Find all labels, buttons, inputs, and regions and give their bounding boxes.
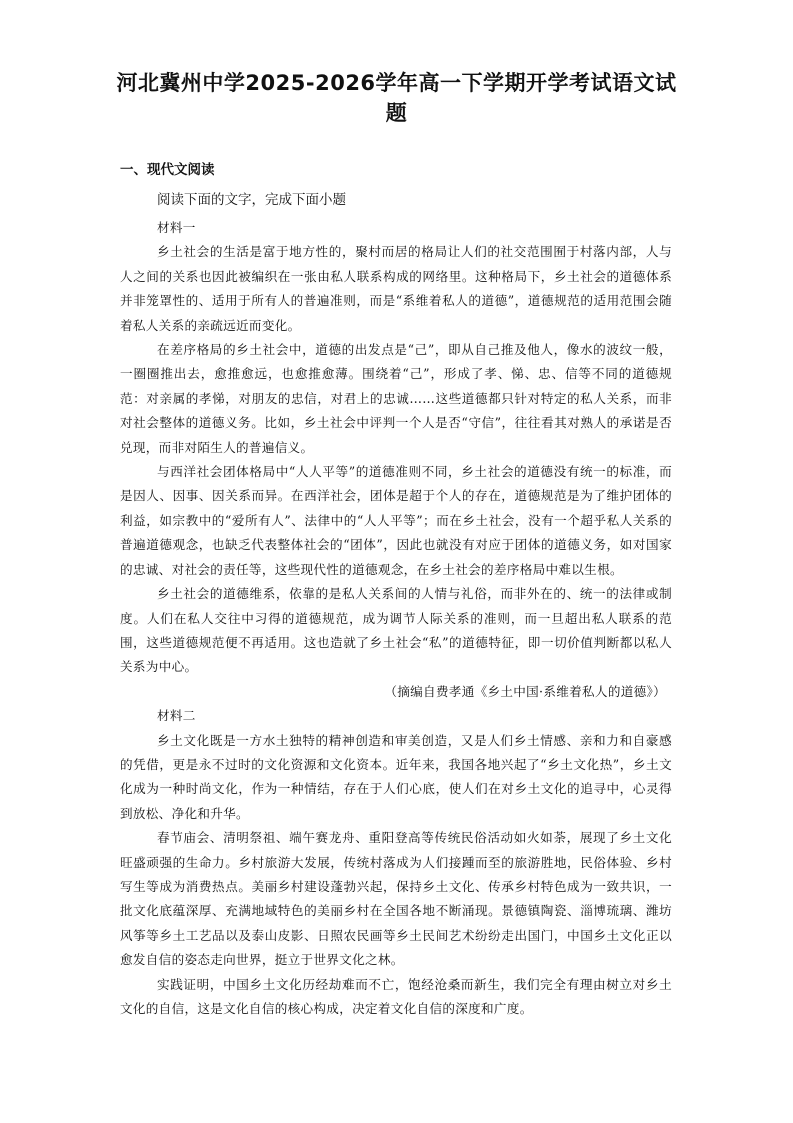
material1-paragraph: 乡土社会的生活是富于地方性的，聚村而居的格局让人们的社交范围囿于村落内部，人与人之间的关系也因此被编织在一张由私人联系构成的网络里。这种格局下，乡土社会的道德体系并非笼罩性的、适用于所有人的普遍准则，而是“系维着私人的道德”，道德规范的适用范围会随着私人关系的亲疏远近而变化。 [120, 244, 672, 333]
material1-paragraph: 在差序格局的乡土社会中，道德的出发点是“己”，即从自己推及他人，像水的波纹一般，一圈圈推出去，愈推愈远，也愈推愈薄。围绕着“己”，形成了孝、悌、忠、信等不同的道德规范：对亲属的孝悌，对朋友的忠信，对君上的忠诚……这些道德都只针对特定的私人关系，而非对社会整体的道德义务。比如，乡土社会中评判一个人是否“守信”，往往看其对熟人的承诺是否兑现，而非对陌生人的普遍信义。 [120, 342, 672, 455]
material2-label: 材料二 [157, 708, 196, 724]
material2-paragraph: 春节庙会、清明祭祖、端午赛龙舟、重阳登高等传统民俗活动如火如荼，展现了乡土文化旺盛顽强的生命力。乡村旅游大发展，传统村落成为人们接踵而至的旅游胜地，民俗体验、乡村写生等成为消费热点。美丽乡村建设蓬勃兴起，保持乡土文化、传承乡村特色成为一致共识，一批文化底蕴深厚、充满地域特色的美丽乡村在全国各地不断涌现。景德镇陶瓷、淄博琉璃、潍坊风筝等乡土工艺品以及泰山皮影、日照农民画等乡土民间艺术纷纷走出国门，中国乡土文化正以愈发自信的姿态走向世界，挺立于世界文化之林。 [120, 830, 672, 968]
material1-label: 材料一 [157, 220, 196, 235]
material2-paragraph: 实践证明，中国乡土文化历经劫难而不亡，饱经沧桑而新生，我们完全有理由树立对乡土文化的自信，这是文化自信的核心构成，决定着文化自信的深度和广度。 [120, 976, 672, 1016]
material2-paragraph: 乡土文化既是一方水土独特的精神创造和审美创造，又是人们乡土情感、亲和力和自豪感的凭借，更是永不过时的文化资源和文化资本。近年来，我国各地兴起了“乡土文化热”，乡土文化成为一种时尚文化，作为一种情结，存在于人们心底，使人们在对乡土文化的追寻中，心灵得到放松、净化和升华。 [120, 732, 672, 821]
material1-paragraph: 与西洋社会团体格局中“人人平等”的道德准则不同，乡土社会的道德没有统一的标准，而是因人、因事、因关系而异。在西洋社会，团体是超于个人的存在，道德规范是为了维护团体的利益，如宗教中的“爱所有人”、法律中的“人人平等”；而在乡土社会，没有一个超乎私人关系的普遍道德观念，也缺乏代表整体社会的“团体”，因此也就没有对应于团体的道德义务，如对国家的忠诚、对社会的责任等，这些现代性的道德观念，在乡土社会的差序格局中难以生根。 [120, 464, 672, 577]
material1-paragraph: 乡土社会的道德维系，依靠的是私人关系间的人情与礼俗，而非外在的、统一的法律或制度。人们在私人交往中习得的道德规范，成为调节人际关系的准则，而一旦超出私人联系的范围，这些道德规范便不再适用。这也造就了乡土社会“私”的道德特征，即一切价值判断都以私人关系为中心。 [120, 586, 672, 675]
document-title: 河北冀州中学2025-2026学年高一下学期开学考试语文试题 [116, 71, 677, 125]
section-heading: 一、现代文阅读 [120, 162, 215, 178]
reading-passage [120, 216, 672, 1021]
reading-instruction: 阅读下面的文字，完成下面小题 [157, 192, 346, 208]
material1-source: （摘编自费孝通《乡土中国·系维着私人的道德》） [384, 683, 666, 699]
